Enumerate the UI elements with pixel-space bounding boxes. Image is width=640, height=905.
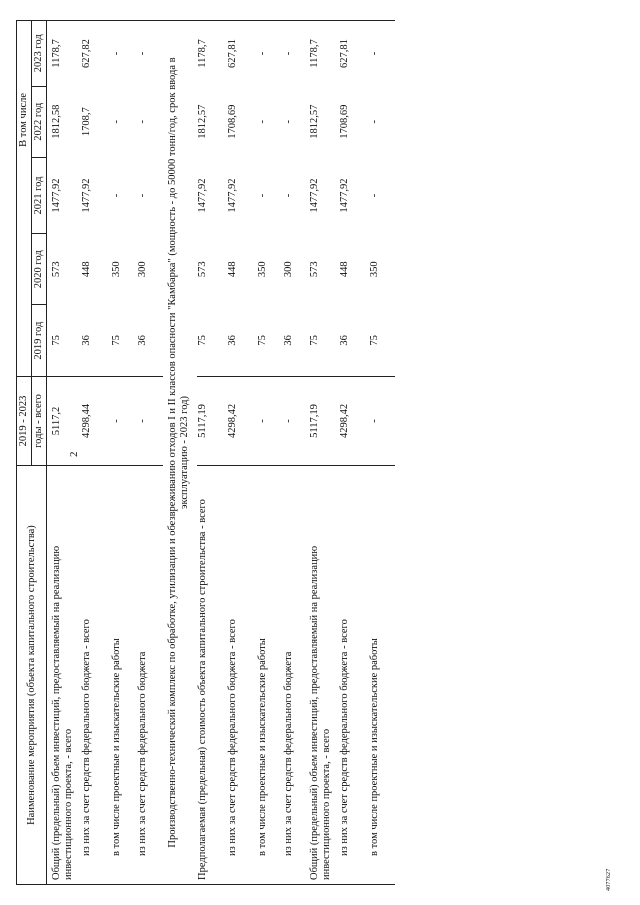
cell-2021: 1477,92: [339, 178, 351, 213]
cell-total: 4298,42: [227, 376, 257, 465]
table-row: [369, 21, 395, 885]
cell-2021: 1477,92: [227, 178, 239, 213]
table-row: [227, 21, 257, 885]
cell-2019: 36: [339, 335, 351, 346]
cell-2021: -: [137, 193, 149, 198]
cell-2023: 627,82: [81, 21, 111, 87]
cell-total: 4298,42: [339, 376, 369, 465]
cell-2019: 36: [137, 335, 149, 346]
cell-2023: 1178,7: [47, 21, 82, 87]
row-label: в том числе проектные и изыскательские работы: [257, 466, 283, 885]
header-year-2022: 2022 год: [32, 86, 47, 157]
cell-total: -: [137, 376, 163, 465]
table-row: [111, 21, 137, 885]
table-row: [47, 21, 82, 885]
section-row: [163, 21, 197, 885]
header-name: Наименование мероприятия (объекта капитального строительства): [17, 466, 47, 885]
cell-2021: 1477,92: [309, 178, 321, 213]
row-label: из них за счет средств федерального бюджета - всего: [339, 466, 369, 885]
cell-2022: 1708,69: [339, 104, 351, 139]
cell-2020: 350: [257, 261, 269, 278]
row-label: из них за счет средств федерального бюджета: [137, 466, 163, 885]
cell-2020: 573: [51, 261, 63, 278]
cell-2021: -: [369, 193, 381, 198]
cell-2019: 75: [369, 335, 381, 346]
cell-2020: 448: [81, 261, 93, 278]
section-title: Производственно-технический комплекс по обработке, утилизации и обезвреживанию отходов I и II классов опасности "Камбарка" (мощность - до 50000 тонн/год, срок ввода в эксплуатацию - 2023 год): [163, 21, 197, 885]
cell-2023: 627,81: [227, 21, 257, 87]
cell-2019: 75: [197, 335, 209, 346]
cell-2023: 1178,7: [197, 21, 227, 87]
cell-2020: 448: [339, 261, 351, 278]
cell-2019: 75: [111, 335, 123, 346]
header-year-2020: 2020 год: [32, 234, 47, 305]
cell-total: 5117,19: [197, 376, 227, 465]
cell-2023: -: [111, 21, 137, 87]
cell-2022: 1812,57: [197, 104, 209, 139]
cell-2020: 300: [137, 261, 149, 278]
cell-total: -: [369, 376, 395, 465]
table-row: [309, 21, 339, 885]
row-label: из них за счет средств федерального бюджета: [283, 466, 309, 885]
cell-2021: -: [257, 193, 269, 198]
row-label: Общий (предельный) объем инвестиций, предоставляемый на реализацию инвестиционного проекта, - всего: [47, 466, 82, 885]
cell-total: 5117,19: [309, 376, 339, 465]
cell-2019: 75: [51, 335, 63, 346]
cell-2022: 1812,58: [51, 104, 63, 139]
cell-2021: 1477,92: [81, 178, 93, 213]
cell-2023: -: [257, 21, 283, 87]
page-number: 2: [68, 451, 80, 457]
cell-2020: 448: [227, 261, 239, 278]
cell-2023: 1178,7: [309, 21, 339, 87]
cell-2020: 300: [283, 261, 295, 278]
cell-2023: -: [283, 21, 309, 87]
document-code: 4077627: [606, 868, 612, 891]
table-row: [257, 21, 283, 885]
cell-total: -: [283, 376, 309, 465]
cell-2023: 627,81: [339, 21, 369, 87]
header-period-line1: 2019 - 2023: [17, 376, 32, 465]
cell-2020: 573: [309, 261, 321, 278]
cell-2022: -: [369, 119, 381, 124]
cell-2021: -: [111, 193, 123, 198]
cell-2022: -: [257, 119, 269, 124]
cell-2020: 350: [111, 261, 123, 278]
table-row: [197, 21, 227, 885]
table-row: [283, 21, 309, 885]
header-year-2021: 2021 год: [32, 157, 47, 233]
cell-total: -: [111, 376, 137, 465]
cell-total: -: [257, 376, 283, 465]
cell-2019: 75: [309, 335, 321, 346]
cell-total: 5117,2: [47, 376, 82, 465]
row-label: в том числе проектные и изыскательские работы: [369, 466, 395, 885]
table-row: [81, 21, 111, 885]
cell-2019: 36: [283, 335, 295, 346]
cell-2020: 350: [369, 261, 381, 278]
table-row: [339, 21, 369, 885]
cell-2019: 36: [81, 335, 93, 346]
cell-2022: -: [137, 119, 149, 124]
row-label: Общий (предельный) объем инвестиций, предоставляемый на реализацию инвестиционного проекта, - всего: [309, 466, 339, 885]
cell-2021: -: [283, 193, 295, 198]
cell-2021: 1477,92: [197, 178, 209, 213]
cell-2023: -: [137, 21, 163, 87]
cell-2022: -: [111, 119, 123, 124]
row-label: в том числе проектные и изыскательские работы: [111, 466, 137, 885]
cell-2022: -: [283, 119, 295, 124]
header-including: В том числе: [17, 21, 32, 377]
cell-2022: 1708,7: [81, 107, 93, 137]
row-label: из них за счет средств федерального бюджета - всего: [227, 466, 257, 885]
row-label: из них за счет средств федерального бюджета - всего: [81, 466, 111, 885]
cell-2022: 1708,69: [227, 104, 239, 139]
investment-table: [16, 20, 395, 885]
cell-2022: 1812,57: [309, 104, 321, 139]
cell-2023: -: [369, 21, 395, 87]
cell-2021: 1477,92: [51, 178, 63, 213]
header-period-line2: годы - всего: [32, 376, 47, 465]
cell-2020: 573: [197, 261, 209, 278]
row-label: Предполагаемая (предельная) стоимость объекта капитального строительства - всего: [197, 466, 227, 885]
cell-2019: 75: [257, 335, 269, 346]
cell-2019: 36: [227, 335, 239, 346]
table-row: [137, 21, 163, 885]
cell-total: 4298,44: [81, 376, 111, 465]
header-year-2023: 2023 год: [32, 21, 47, 87]
header-year-2019: 2019 год: [32, 305, 47, 376]
